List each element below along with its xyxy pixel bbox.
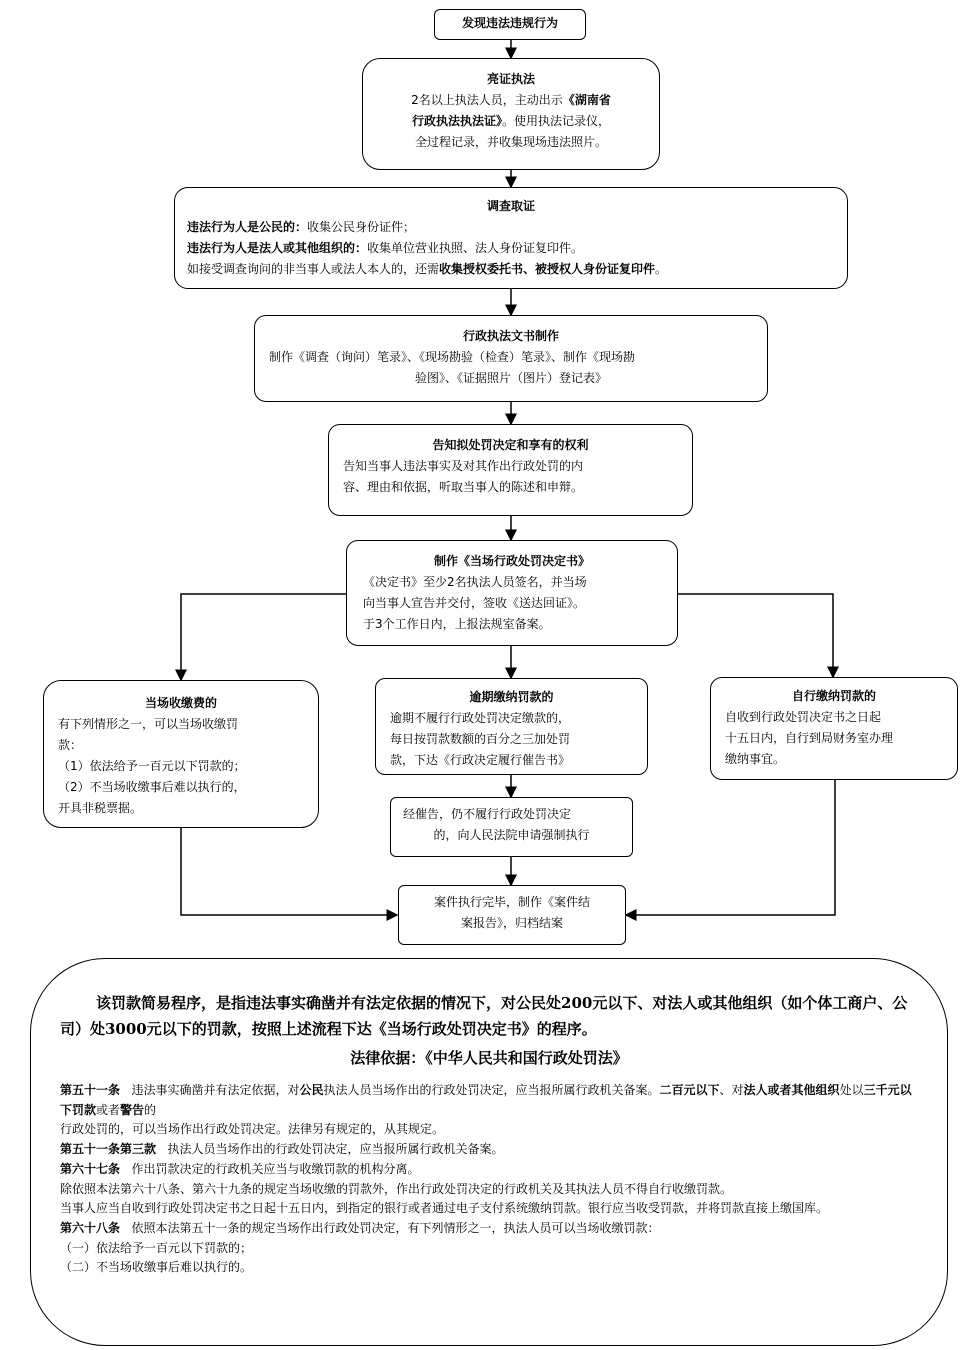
branch-onsite-text-3: （1）依法给予一百元以下罚款的； xyxy=(58,759,246,773)
article-51-continued: 行政处罚的，可以当场作出行政处罚决定。法律另有规定的，从其规定。 xyxy=(60,1122,445,1137)
branch-overdue-title: 逾期缴纳罚款的 xyxy=(469,690,554,704)
step-documents-text-1: 制作《调查（询问）笔录》、《现场勘验（检查）笔录》、制作《现场勘 xyxy=(269,350,636,364)
article-51-text-6: 的 xyxy=(144,1102,157,1117)
procedure-description xyxy=(60,990,920,1042)
step-discover xyxy=(434,9,586,40)
branch-self-pay-title: 自行缴纳罚款的 xyxy=(791,689,876,703)
article-51-text-3: 、对 xyxy=(719,1083,744,1097)
step-show-id-title: 亮证执法 xyxy=(486,72,535,86)
step-documents xyxy=(254,315,768,402)
investigate-org-label: 违法行为人是法人或其他组织的： xyxy=(187,241,368,255)
step-show-id-bold: 《湖南省 xyxy=(562,93,611,107)
step-court-text-1: 经催告，仍不履行行政处罚决定 xyxy=(403,807,572,821)
legal-articles xyxy=(60,1081,918,1278)
step-investigate-title: 调查取证 xyxy=(486,199,535,213)
step-show-id-text-3: 全过程记录，并收集现场违法照片。 xyxy=(414,135,607,149)
legal-basis-heading: 法律依据：《中华人民共和国行政处罚法》 xyxy=(350,1049,628,1067)
article-51-para-3-text: 执法人员当场作出的行政处罚决定，应当报所属行政机关备案。 xyxy=(167,1142,504,1157)
article-51 xyxy=(60,1081,918,1120)
step-decision xyxy=(346,540,678,646)
step-decision-title: 制作《当场行政处罚决定书》 xyxy=(433,554,590,568)
branch-onsite-text-1: 有下列情形之一，可以当场收缴罚 xyxy=(58,717,239,731)
investigate-citizen-text: 收集公民身份证件； xyxy=(307,220,416,234)
article-67-label: 第六十七条 xyxy=(60,1161,121,1176)
step-court-enforcement xyxy=(390,797,633,857)
article-67-text: 作出罚款决定的行政机关应当与收缴罚款的机构分离。 xyxy=(131,1161,420,1176)
investigate-citizen-label: 违法行为人是公民的： xyxy=(187,220,308,234)
step-show-id xyxy=(362,58,660,170)
article-67 xyxy=(60,1160,918,1180)
arrow-selfpay-to-close xyxy=(626,780,835,915)
article-51-text-1: 违法事实确凿并有法定依据，对 xyxy=(131,1083,300,1097)
article-51-para-3-label: 第五十一条第三款 xyxy=(60,1142,157,1157)
step-notify-text-2: 容、理由和依据，听取当事人的陈述和申辩。 xyxy=(343,480,584,494)
step-decision-text-2: 向当事人宣告并交付，签收《送达回证》。 xyxy=(363,596,586,610)
article-67-para-2: 除依照本法第六十八条、第六十九条的规定当场收缴的罚款外，作出行政处罚决定的行政机关及其执法人员不得自行收缴罚款。 xyxy=(60,1181,733,1196)
investigate-org-text: 收集单位营业执照、法人身份证复印件。 xyxy=(367,241,584,255)
article-51-bold-5: 警告 xyxy=(120,1102,145,1117)
branch-onsite-text-4: （2）不当场收缴事后难以执行的， xyxy=(58,780,246,794)
step-documents-title: 行政执法文书制作 xyxy=(462,329,559,343)
step-close-text-1: 案件执行完毕，制作《案件结 xyxy=(433,895,590,909)
article-51-text-5: 或者 xyxy=(96,1102,121,1117)
article-68-item-2: （二）不当场收缴事后难以执行的。 xyxy=(60,1260,253,1275)
step-case-closed xyxy=(398,885,626,945)
arrow-decision-to-onsite xyxy=(181,594,346,680)
step-documents-text-2: 验图》、《证据照片（图片）登记表》 xyxy=(414,371,607,385)
branch-overdue-text-1: 逾期不履行行政处罚决定缴款的， xyxy=(390,711,571,725)
step-investigate xyxy=(174,187,848,289)
step-show-id-text-2: 。使用执法记录仪， xyxy=(502,114,611,128)
branch-overdue-payment xyxy=(375,678,648,775)
investigate-proxy-end: 。 xyxy=(655,262,668,276)
article-51-bold-3: 法人或者其他组织 xyxy=(743,1083,840,1097)
article-51-label: 第五十一条 xyxy=(60,1083,121,1097)
procedure-description-text: 该罚款简易程序，是指违法事实确凿并有法定依据的情况下，对公民处200元以下、对法人或其他组织（如个体工商户、公司）处3000元以下的罚款，按照上述流程下达《当场行政处罚决定书》的程序。 xyxy=(60,994,908,1038)
branch-self-pay-text-1: 自收到行政处罚决定书之日起 xyxy=(725,710,882,724)
investigate-proxy-bold: 收集授权委托书、被授权人身份证复印件 xyxy=(439,262,656,276)
step-notify-text-1: 告知当事人违法事实及对其作出行政处罚的内 xyxy=(343,459,584,473)
branch-self-payment xyxy=(710,677,958,780)
investigate-proxy-text: 如接受调查询问的非当事人或法人本人的，还需 xyxy=(187,262,440,276)
article-51-bold-1: 公民 xyxy=(299,1083,324,1097)
article-51-text-2: 执法人员当场作出的行政处罚决定，应当报所属行政机关备案。 xyxy=(323,1083,660,1097)
step-discover-title: 发现违法违规行为 xyxy=(461,16,558,30)
step-decision-text-3: 于3个工作日内，上报法规室备案。 xyxy=(363,617,551,631)
branch-onsite-text-2: 款： xyxy=(58,738,83,752)
step-show-id-bold-2: 行政执法执法证》 xyxy=(411,114,502,128)
branch-onsite-collection xyxy=(43,680,319,828)
branch-overdue-text-2: 每日按罚款数额的百分之三加处罚 xyxy=(390,732,571,746)
article-68-item-1: （一）依法给予一百元以下罚款的； xyxy=(60,1240,253,1255)
branch-overdue-text-3: 款，下达《行政决定履行催告书》 xyxy=(390,753,571,767)
article-68-text: 依照本法第五十一条的规定当场作出行政处罚决定，有下列情形之一，执法人员可以当场收缴罚款： xyxy=(131,1220,660,1235)
step-notify-title: 告知拟处罚决定和享有的权利 xyxy=(432,438,589,452)
article-51-para-3 xyxy=(60,1140,918,1160)
branch-self-pay-text-3: 缴纳事宜。 xyxy=(725,752,786,766)
article-51-text-4: 处以 xyxy=(839,1083,864,1097)
step-show-id-text: 2名以上执法人员，主动出示 xyxy=(411,93,563,107)
article-68-label: 第六十八条 xyxy=(60,1220,121,1235)
branch-onsite-text-5: 开具非税票据。 xyxy=(58,801,143,815)
branch-self-pay-text-2: 十五日内，自行到局财务室办理 xyxy=(725,731,894,745)
article-68 xyxy=(60,1219,918,1239)
article-51-bold-2: 二百元以下 xyxy=(659,1083,720,1097)
step-court-text-2: 的，向人民法院申请强制执行 xyxy=(433,828,590,842)
step-decision-text-1: 《决定书》至少2名执法人员签名，并当场 xyxy=(363,575,587,589)
article-67-para-3: 当事人应当自收到行政处罚决定书之日起十五日内，到指定的银行或者通过电子支付系统缴纳罚款。银行应当收受罚款，并将罚款直接上缴国库。 xyxy=(60,1201,829,1216)
article-51-bold-4: 三千元以下罚款 xyxy=(60,1083,912,1117)
branch-onsite-title: 当场收缴费的 xyxy=(144,696,217,710)
step-notify xyxy=(328,424,693,516)
arrow-onsite-to-close xyxy=(181,828,397,915)
arrow-decision-to-selfpay xyxy=(678,594,833,677)
step-close-text-2: 案报告》，归档结案 xyxy=(460,916,563,930)
